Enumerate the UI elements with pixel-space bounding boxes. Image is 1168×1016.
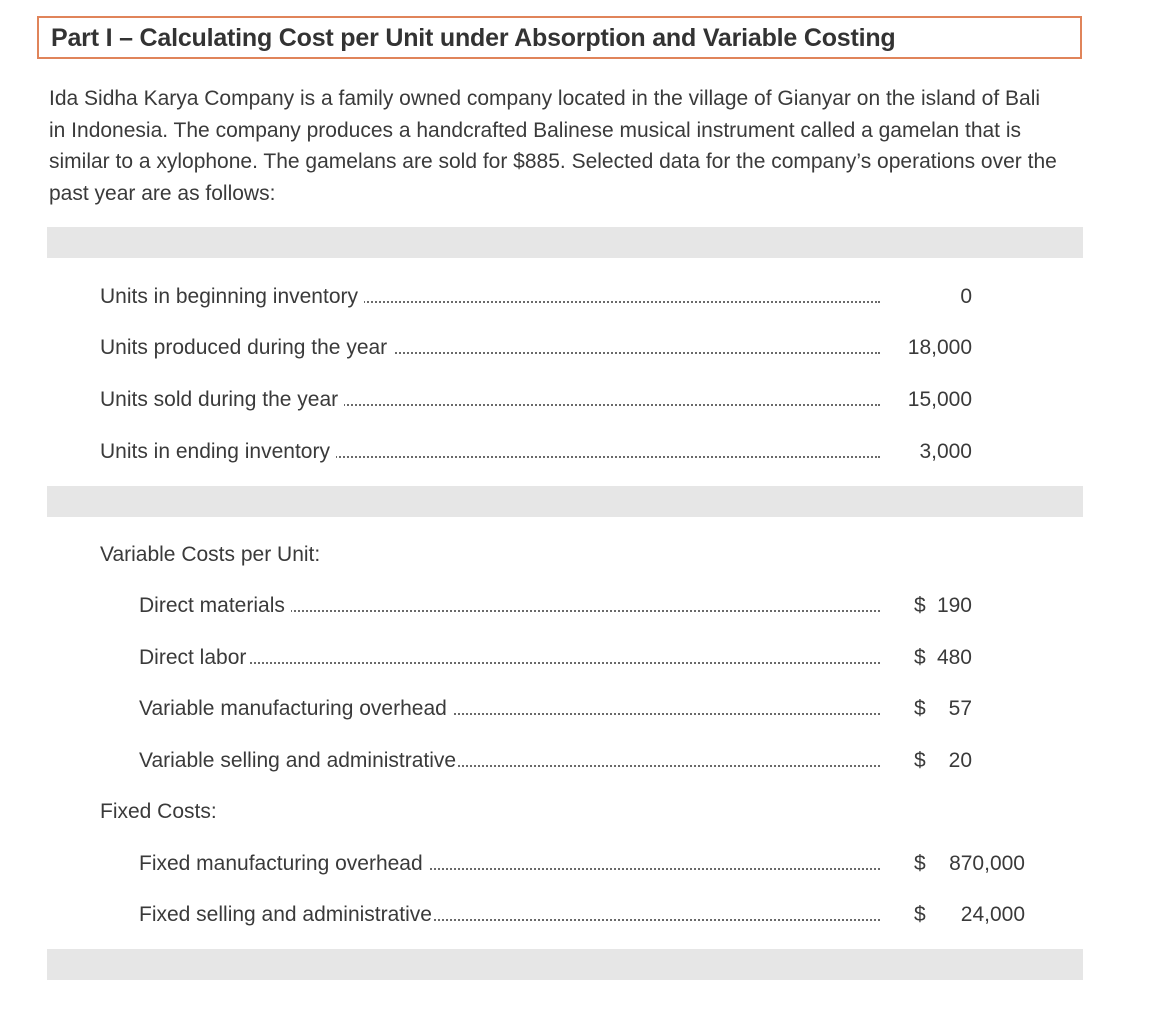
units-label: Units sold during the year bbox=[100, 385, 344, 415]
cost-value: 24,000 bbox=[960, 903, 1025, 926]
units-value-row bbox=[880, 282, 972, 312]
cost-amount bbox=[914, 643, 972, 673]
cost-label: Fixed manufacturing overhead bbox=[139, 849, 429, 879]
cost-label: Direct materials bbox=[139, 591, 291, 621]
cost-row-fixed-selling-admin bbox=[139, 900, 880, 930]
cost-row-variable-manufacturing-overhead bbox=[139, 694, 880, 724]
cost-amount bbox=[914, 900, 1025, 930]
cost-value: 870,000 bbox=[949, 852, 1025, 875]
dot-leader bbox=[139, 662, 880, 664]
units-value-row bbox=[880, 437, 972, 467]
cost-row-variable-selling-admin bbox=[139, 746, 880, 776]
cost-label: Variable selling and administrative bbox=[139, 746, 458, 776]
divider-bar-bottom bbox=[47, 949, 1083, 980]
cost-value: 480 bbox=[936, 646, 972, 669]
cost-value: 20 bbox=[948, 749, 972, 772]
intro-paragraph: Ida Sidha Karya Company is a family owned company located in the village of Gianyar on the island of Bali in Indonesia. The company produces a handcrafted Balinese musical instrument called a gamelan that is similar to a xylophone. The gamelans are sold for $885. Selected data for the company’s operations over the past year are as follows: bbox=[49, 87, 1057, 205]
cost-row-direct-labor bbox=[139, 643, 880, 673]
cost-label: Direct labor bbox=[139, 643, 248, 673]
units-value-row bbox=[880, 333, 972, 363]
units-row-sold bbox=[100, 385, 880, 415]
units-value: 0 bbox=[960, 285, 972, 308]
units-row-produced bbox=[100, 333, 880, 363]
section-title: Part I – Calculating Cost per Unit under Absorption and Variable Costing bbox=[51, 24, 896, 52]
cost-amount bbox=[914, 591, 972, 621]
currency-symbol: $ bbox=[914, 749, 926, 772]
cost-amount bbox=[914, 849, 1025, 879]
currency-symbol: $ bbox=[914, 646, 926, 669]
section-title-box bbox=[37, 16, 1082, 59]
currency-symbol: $ bbox=[914, 852, 926, 875]
cost-value: 190 bbox=[936, 594, 972, 617]
units-value: 18,000 bbox=[907, 336, 972, 359]
cost-row-direct-materials bbox=[139, 591, 880, 621]
divider-bar-middle bbox=[47, 486, 1083, 517]
units-value: 15,000 bbox=[907, 388, 972, 411]
units-row-ending-inventory bbox=[100, 437, 880, 467]
cost-amount bbox=[914, 746, 972, 776]
currency-symbol: $ bbox=[914, 903, 926, 926]
cost-row-fixed-manufacturing-overhead bbox=[139, 849, 880, 879]
units-label: Units produced during the year bbox=[100, 333, 393, 363]
cost-label: Variable manufacturing overhead bbox=[139, 694, 453, 724]
cost-label: Fixed selling and administrative bbox=[139, 900, 434, 930]
variable-costs-heading: Variable Costs per Unit: bbox=[100, 543, 321, 566]
cost-value: 57 bbox=[948, 697, 972, 720]
cost-amount bbox=[914, 694, 972, 724]
currency-symbol: $ bbox=[914, 594, 926, 617]
units-value-row bbox=[880, 385, 972, 415]
units-label: Units in ending inventory bbox=[100, 437, 336, 467]
units-value: 3,000 bbox=[919, 440, 972, 463]
units-row-beginning-inventory bbox=[100, 282, 880, 312]
divider-bar-top bbox=[47, 227, 1083, 258]
fixed-costs-heading: Fixed Costs: bbox=[100, 800, 217, 823]
currency-symbol: $ bbox=[914, 697, 926, 720]
units-label: Units in beginning inventory bbox=[100, 282, 364, 312]
